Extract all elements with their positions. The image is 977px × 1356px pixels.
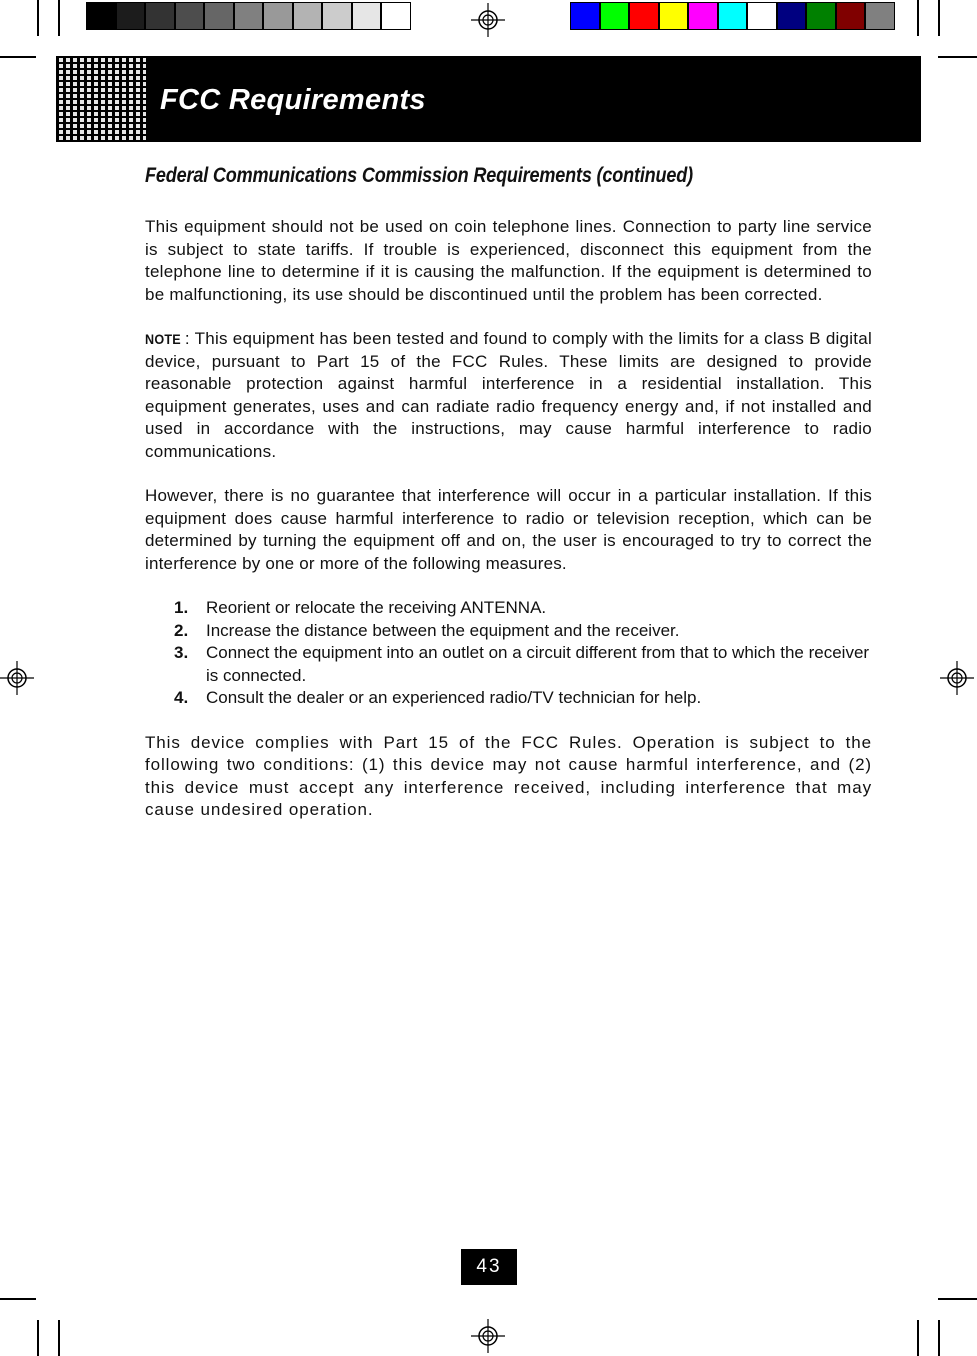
document-body <box>145 216 872 844</box>
color-swatch <box>629 2 659 30</box>
crop-mark <box>37 1320 39 1356</box>
page-number: 43 <box>461 1249 517 1285</box>
registration-mark-icon <box>0 661 34 695</box>
color-swatch <box>688 2 718 30</box>
color-swatch <box>718 2 748 30</box>
color-swatch <box>570 2 600 30</box>
color-swatch <box>352 2 382 30</box>
list-item: 3. Connect the equipment into an outlet on a circuit different from that to which the receiver is connected. <box>174 643 870 685</box>
crop-mark <box>0 56 36 58</box>
page-title: FCC Requirements <box>160 84 426 116</box>
crop-mark <box>938 1320 940 1356</box>
color-calibration-bar <box>570 2 895 30</box>
color-swatch <box>86 2 116 30</box>
crop-mark <box>938 1298 977 1300</box>
color-swatch <box>777 2 807 30</box>
crop-mark <box>58 0 60 36</box>
color-swatch <box>836 2 866 30</box>
color-swatch <box>234 2 264 30</box>
measures-list <box>145 597 872 710</box>
registration-mark-icon <box>940 661 974 695</box>
color-swatch <box>747 2 777 30</box>
paragraph-part15: This device complies with Part 15 of the FCC Rules. Operation is subject to the following two conditions: (1) this device may not cause harmful interference, and (2) this device must accept any interference received, including interference that may cause undesired operation. <box>145 732 872 819</box>
paragraph-note <box>145 328 872 463</box>
crop-mark <box>938 56 977 58</box>
color-swatch <box>381 2 411 30</box>
grayscale-calibration-bar <box>86 2 411 30</box>
paragraph-no-guarantee: However, there is no guarantee that interference will occur in a particular installation. If this equipment does cause harmful interference to radio or television reception, which can be determined by turning the equipment off and on, the user is encouraged to try to correct the interference by one or more of the following measures. <box>145 486 872 573</box>
color-swatch <box>659 2 689 30</box>
crop-mark <box>0 1298 36 1300</box>
color-swatch <box>263 2 293 30</box>
list-item: 1. Reorient or relocate the receiving ANTENNA. <box>174 598 547 617</box>
color-swatch <box>293 2 323 30</box>
note-text: : This equipment has been tested and found to comply with the limits for a class B digital device, pursuant to Part 15 of the FCC Rules. These limits are designed to provide reasonable protection against harmful interference in a residential installation. This equipment generates, uses and can radiate radio frequency energy and, if not installed and used in accordance with the instructions, may cause harmful interference to radio communications. <box>145 329 872 461</box>
registration-mark-icon <box>471 3 505 37</box>
color-swatch <box>865 2 895 30</box>
color-swatch <box>322 2 352 30</box>
color-swatch <box>600 2 630 30</box>
color-swatch <box>806 2 836 30</box>
registration-mark-icon <box>471 1319 505 1353</box>
section-heading: Federal Communications Commission Requirements (continued) <box>145 164 693 187</box>
list-item: 2. Increase the distance between the equipment and the receiver. <box>174 620 680 640</box>
list-item: 4. Consult the dealer or an experienced radio/TV technician for help. <box>174 688 702 707</box>
crop-mark <box>58 1320 60 1356</box>
color-swatch <box>116 2 146 30</box>
color-swatch <box>145 2 175 30</box>
crop-mark <box>37 0 39 36</box>
paragraph-coin-lines: This equipment should not be used on coin telephone lines. Connection to party line service is subject to state tariffs. If trouble is experienced, disconnect this equipment from the telephone line to determine if it is causing the malfunction. If the equipment is determined to be malfunctioning, its use should be discontinued until the problem has been corrected. <box>145 217 872 304</box>
note-label: NOTE <box>145 331 181 347</box>
crop-mark <box>917 1320 919 1356</box>
halftone-pattern-icon <box>56 56 146 142</box>
color-swatch <box>175 2 205 30</box>
crop-mark <box>938 0 940 36</box>
color-swatch <box>204 2 234 30</box>
crop-mark <box>917 0 919 36</box>
